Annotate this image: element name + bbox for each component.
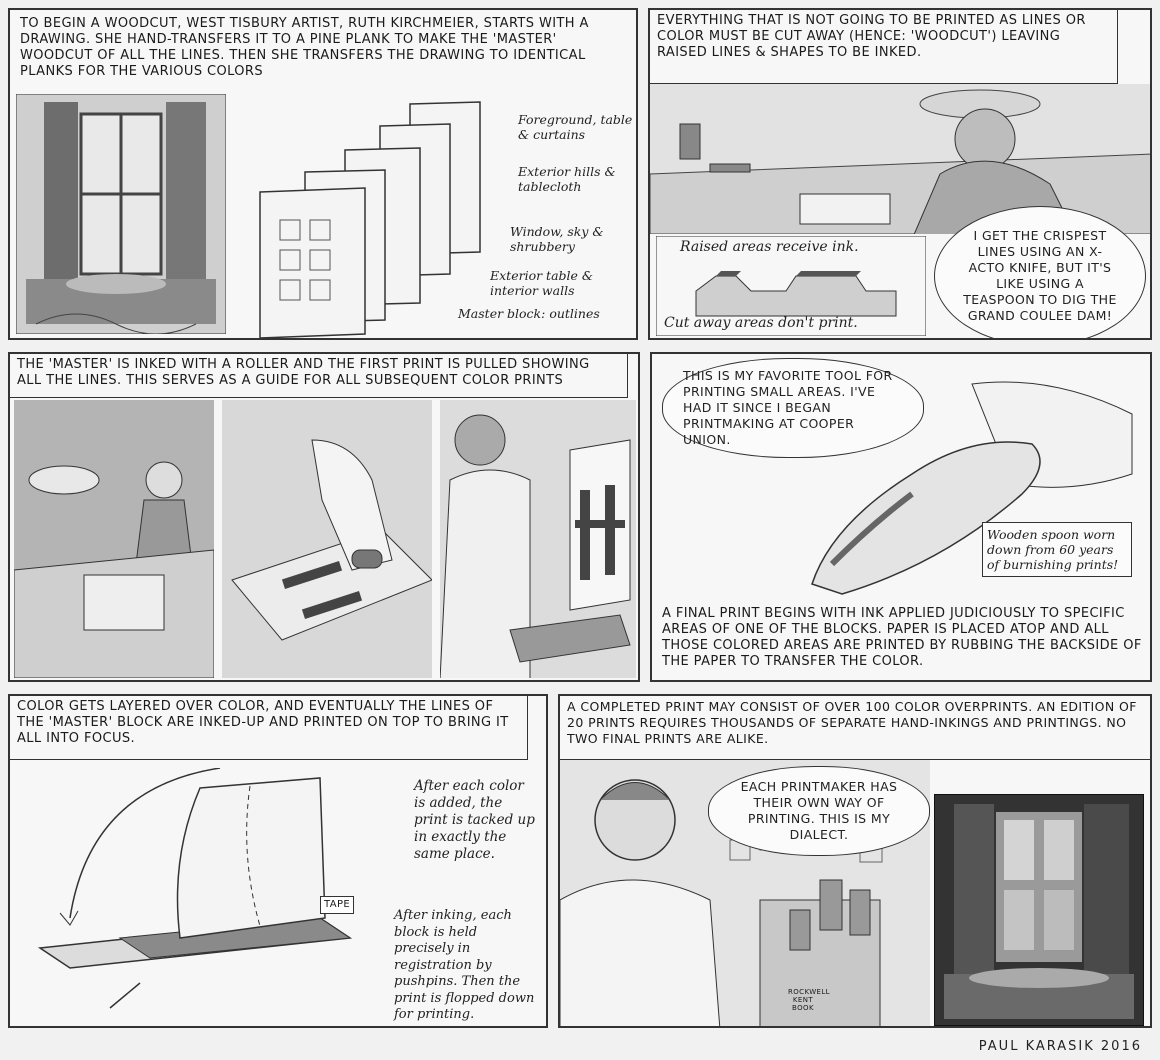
panel-wooden-spoon — [650, 352, 1152, 682]
panel-registration — [8, 694, 548, 1028]
layer-caption-box — [8, 694, 528, 760]
block-label-exterior: Exterior table & interior walls — [490, 268, 594, 298]
artist-signature: PAUL KARASIK 2016 — [978, 1039, 1142, 1054]
cutaway-caption-box — [648, 8, 1118, 84]
stacked-planks — [250, 100, 510, 340]
artist-inking-scene — [14, 400, 214, 678]
cut-away-label: Cut away areas don't print. — [664, 315, 858, 331]
book-spine-label: ROCKWELL KENT BOOK — [788, 988, 830, 1012]
intro-caption: TO BEGIN A WOODCUT, WEST TISBURY ARTIST, RUTH KIRCHMEIER, STARTS WITH A DRAWING. SHE HAND-TRANSFERS IT TO A PINE PLANK TO MAKE THE 'MASTER' WOODCUT OF ALL THE LINES. THEN SHE TRANSFERS THE DRAWING TO IDENTICAL PLANKS FOR THE VARIOUS COLORS — [20, 16, 589, 79]
block-label-master: Master block: outlines — [458, 306, 600, 321]
complete-caption: A COMPLETED PRINT MAY CONSIST OF OVER 100 COLOR OVERPRINTS. AN EDITION OF 20 PRINTS REQUIRES THOUSANDS OF SEPARATE HAND-INKINGS AND PRINTINGS. NO TWO FINAL PRINTS ARE ALIKE. — [567, 699, 1137, 746]
block-label-hills: Exterior hills & tablecloth — [518, 164, 616, 194]
layer-caption: COLOR GETS LAYERED OVER COLOR, AND EVENTUALLY THE LINES OF THE 'MASTER' BLOCK ARE INKED-UP AND PRINTED ON TOP TO BRING IT ALL INTO FOCUS. — [17, 699, 509, 746]
cutaway-caption: EVERYTHING THAT IS NOT GOING TO BE PRINTED AS LINES OR COLOR MUST BE CUT AWAY (HENCE: 'WOODCUT') LEAVING RAISED LINES & SHAPES TO BE INKED. — [657, 13, 1086, 60]
speech-bubble-knife — [934, 206, 1146, 340]
speech-bubble-dialect — [708, 766, 930, 856]
master-caption: THE 'MASTER' IS INKED WITH A ROLLER AND THE FIRST PRINT IS PULLED SHOWING ALL THE LINES. THIS SERVES AS A GUIDE FOR ALL SUBSEQUENT COLOR PRINTS — [17, 357, 590, 388]
tacked-note: After each color is added, the print is tacked up in exactly the same place. — [414, 778, 535, 862]
master-caption-box — [8, 352, 628, 398]
speech-text-knife: I GET THE CRISPEST LINES USING AN X-ACTO KNIFE, BUT IT'S LIKE USING A TEASPOON TO DIG THE GRAND COULEE DAM! — [963, 228, 1117, 323]
speech-text-dialect: EACH PRINTMAKER HAS THEIR OWN WAY OF PRINTING. THIS IS MY DIALECT. — [740, 779, 898, 842]
pulling-print — [440, 400, 636, 678]
final-print-caption: A FINAL PRINT BEGINS WITH INK APPLIED JUDICIOUSLY TO SPECIFIC AREAS OF ONE OF THE BLOCKS. PAPER IS PLACED ATOP AND ALL THOSE COLORED AREAS ARE PRINTED BY RUBBING THE BACKSIDE OF THE PAPER TO TRANSFER THE COLOR. — [662, 606, 1142, 669]
finished-woodcut-print — [934, 794, 1144, 1026]
panel-completed-print — [558, 694, 1152, 1028]
block-label-foreground: Foreground, table & curtains — [518, 112, 633, 142]
panel-drawing-and-blocks — [8, 8, 638, 340]
tape-label: TAPE — [320, 896, 354, 914]
spoon-label: Wooden spoon worn down from 60 years of burnishing prints! — [982, 522, 1132, 577]
complete-caption-box — [558, 694, 1152, 760]
panel-cutaway — [648, 8, 1152, 340]
speech-text-tool: THIS IS MY FAVORITE TOOL FOR PRINTING SMALL AREAS. I'VE HAD IT SINCE I BEGAN PRINTMAKING AT COOPER UNION. — [683, 368, 893, 447]
roller-on-block — [222, 400, 432, 678]
pins-note: After inking, each block is held precisely in registration by pushpins. Then the print is flopped down for printing. — [394, 908, 535, 1022]
window-drawing — [16, 94, 226, 334]
panel-master-print — [8, 352, 640, 682]
raised-areas-label: Raised areas receive ink. — [680, 239, 859, 255]
block-label-window: Window, sky & shrubbery — [510, 224, 604, 254]
